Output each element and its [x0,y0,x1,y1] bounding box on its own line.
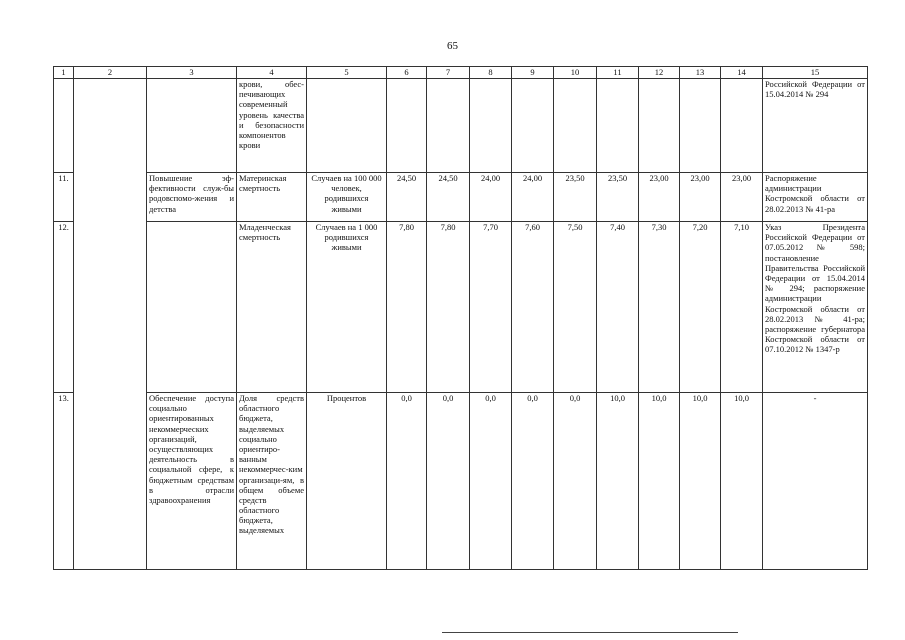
value-cell: 0,0 [554,393,597,570]
col-header: 13 [680,67,721,79]
unit-cell: Случаев на 1 000 родившихся живыми [307,222,387,393]
value-cell [680,79,721,173]
value-cell: 7,80 [387,222,427,393]
col-header: 11 [597,67,639,79]
indicators-table [53,66,868,570]
row-number: 13. [54,393,74,570]
program-cell [74,79,147,570]
value-cell: 0,0 [470,393,512,570]
value-cell: 23,00 [639,173,680,222]
measure-cell: Обеспечение доступа социально ориентированных некоммерческих организаций, осуществляющих деятельность в социальной сфере, к бюджетным средствам в отрасли здравоохранения [147,393,237,570]
table-row [54,79,868,173]
indicator-cell: Младенческая смертность [237,222,307,393]
value-cell: 7,80 [427,222,470,393]
value-cell: 24,00 [512,173,554,222]
col-header: 5 [307,67,387,79]
table-row [54,222,868,393]
col-header: 8 [470,67,512,79]
row-number: 12. [54,222,74,393]
value-cell: 10,0 [680,393,721,570]
value-cell: 7,70 [470,222,512,393]
footer-rule [442,632,738,633]
unit-cell: Процентов [307,393,387,570]
col-header: 10 [554,67,597,79]
measure-cell [147,222,237,393]
value-cell: 0,0 [387,393,427,570]
value-cell [597,79,639,173]
value-cell [427,79,470,173]
value-cell: 24,00 [470,173,512,222]
value-cell [512,79,554,173]
value-cell: 0,0 [512,393,554,570]
value-cell [639,79,680,173]
value-cell: 23,50 [597,173,639,222]
unit-cell [307,79,387,173]
value-cell [387,79,427,173]
col-header: 3 [147,67,237,79]
indicator-cell: Доля средств областного бюджета, выделяемых социально ориентиро-ванным некоммерчес-ким организаци-ям, в общем объеме средств областного бюджета, выделяемых [237,393,307,570]
col-header: 14 [721,67,763,79]
indicator-cell: Материнская смертность [237,173,307,222]
basis-cell: - [763,393,868,570]
measure-cell: Повышение эф-фективности служ-бы родовспомо-жения и детства [147,173,237,222]
value-cell: 10,0 [721,393,763,570]
header-row [54,67,868,79]
value-cell: 7,20 [680,222,721,393]
value-cell: 0,0 [427,393,470,570]
col-header: 6 [387,67,427,79]
measure-cell [147,79,237,173]
value-cell: 7,40 [597,222,639,393]
page-number: 65 [447,40,458,52]
basis-cell: Распоряжение администрации Костромской области от 28.02.2013 № 41-ра [763,173,868,222]
value-cell: 23,00 [680,173,721,222]
col-header: 2 [74,67,147,79]
value-cell: 7,10 [721,222,763,393]
col-header: 7 [427,67,470,79]
value-cell: 7,50 [554,222,597,393]
row-number: 11. [54,173,74,222]
col-header: 1 [54,67,74,79]
table-row [54,393,868,570]
value-cell: 23,50 [554,173,597,222]
value-cell [554,79,597,173]
col-header: 9 [512,67,554,79]
value-cell: 10,0 [597,393,639,570]
unit-cell: Случаев на 100 000 человек, родившихся живыми [307,173,387,222]
basis-cell: Указ Президента Российской Федерации от 07.05.2012 № 598; постановление Правительства Российской Федерации от 15.04.2014 № 294; распоряжение администрации Костромской области от 28.02.2013 № 41-ра; распоряжение губернатора Костромской области от 07.10.2012 № 1347-р [763,222,868,393]
value-cell: 7,60 [512,222,554,393]
table-row [54,173,868,222]
col-header: 15 [763,67,868,79]
col-header: 12 [639,67,680,79]
value-cell: 24,50 [427,173,470,222]
value-cell: 10,0 [639,393,680,570]
indicator-cell: крови, обес-печивающих современный уровень качества и безопасности компонентов крови [237,79,307,173]
value-cell: 24,50 [387,173,427,222]
value-cell: 7,30 [639,222,680,393]
value-cell [721,79,763,173]
row-number [54,79,74,173]
value-cell [470,79,512,173]
basis-cell: Российской Федерации от 15.04.2014 № 294 [763,79,868,173]
col-header: 4 [237,67,307,79]
value-cell: 23,00 [721,173,763,222]
